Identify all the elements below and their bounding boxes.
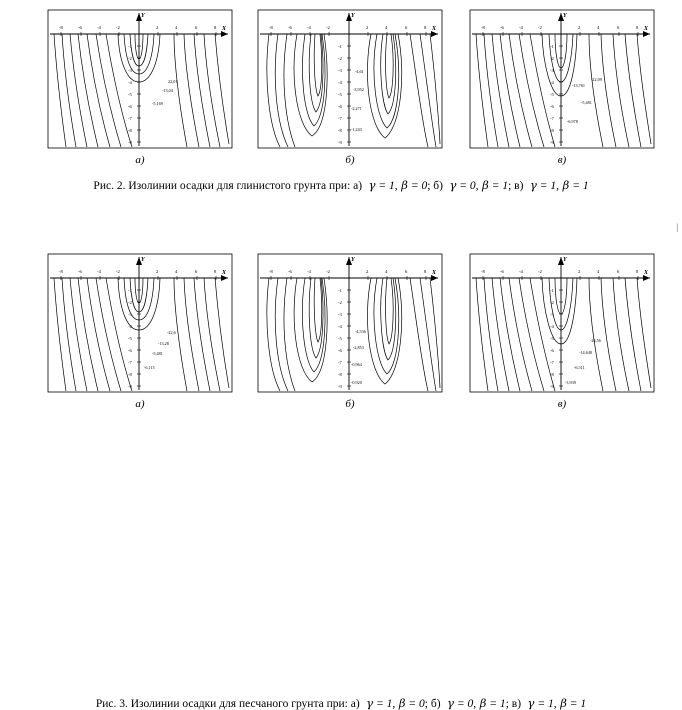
x-tick-label: 8 [424, 269, 427, 274]
contour-label: -5,481 [152, 351, 163, 356]
y-tick-label: -7 [550, 360, 554, 365]
figure-2-caption: Рис. 2. Изолинии осадки для глинистого грунта при: а) γ = 1, β = 0; б) γ = 0, β = 1; в) γ = 1, β = 1 [93, 178, 589, 192]
panel-label-c2: в) [557, 398, 567, 410]
x-tick-label: -6 [500, 25, 504, 30]
contour-label: -5,481 [581, 100, 592, 105]
contour-plot-a2 [40, 248, 240, 398]
contour-label: -4,536 [355, 329, 366, 334]
y-tick-label: -6 [338, 348, 342, 353]
contour-plot-b2 [250, 248, 450, 398]
x-tick-label: 8 [214, 25, 217, 30]
y-tick-label: -7 [338, 116, 342, 121]
y-tick-label: -6 [550, 348, 554, 353]
x-tick-label: -8 [59, 25, 63, 30]
x-tick-label: 2 [578, 25, 581, 30]
contour-label: -13,761 [572, 83, 585, 88]
contour-label: -0,964 [351, 362, 362, 367]
y-tick-label: -4 [128, 324, 132, 329]
x-tick-label: -8 [481, 269, 485, 274]
x-tick-label: -2 [326, 269, 330, 274]
y-tick-label: -6 [128, 104, 132, 109]
x-tick-label: 2 [156, 269, 159, 274]
y-tick-label: -2 [550, 300, 554, 305]
figure-3 [0, 244, 682, 710]
y-tick-label: -1 [128, 44, 132, 49]
figure-3-panels [0, 244, 682, 416]
panel-label-b: б) [345, 154, 355, 166]
x-tick-label: 6 [195, 25, 198, 30]
x-tick-label: -4 [519, 269, 523, 274]
y-tick-label: -4 [128, 80, 132, 85]
x-tick-label: 4 [175, 269, 178, 274]
contour-plot-c2 [462, 248, 662, 398]
y-tick-label: -9 [128, 384, 132, 389]
y-tick-label: -6 [128, 348, 132, 353]
x-tick-label: 2 [366, 25, 369, 30]
y-tick-label: -2 [128, 56, 132, 61]
x-tick-label: 8 [636, 25, 639, 30]
x-tick-label: 4 [175, 25, 178, 30]
panel-label-c: в) [557, 154, 567, 166]
contour-label: -22,6 [167, 330, 176, 335]
page-edge-mark: | [676, 222, 678, 232]
axis-x-title: X [432, 26, 437, 32]
figure-2-panel-b [250, 4, 450, 172]
y-tick-label: -8 [128, 128, 132, 133]
y-tick-label: -7 [338, 360, 342, 365]
y-tick-label: -4 [550, 80, 554, 85]
y-tick-label: -4 [338, 324, 342, 329]
axis-x-title: X [432, 270, 437, 276]
y-tick-label: -9 [338, 140, 342, 145]
x-tick-label: 6 [405, 269, 408, 274]
axis-y-title: Y [141, 257, 145, 263]
y-tick-label: -5 [128, 92, 132, 97]
contour-label: -6,115 [144, 365, 155, 370]
x-tick-label: 8 [214, 269, 217, 274]
contour-label: -1,243 [351, 127, 362, 132]
x-tick-label: 8 [424, 25, 427, 30]
contour-label: -5,169 [152, 101, 163, 106]
x-tick-label: -6 [78, 25, 82, 30]
x-tick-label: -2 [326, 25, 330, 30]
x-tick-label: -4 [307, 269, 311, 274]
y-tick-label: -5 [338, 336, 342, 341]
x-tick-label: 4 [597, 269, 600, 274]
y-tick-label: -1 [338, 44, 342, 49]
x-tick-label: 2 [366, 269, 369, 274]
panel-label-a2: а) [135, 398, 145, 410]
x-tick-label: -6 [500, 269, 504, 274]
caption-text: Рис. 2. Изолинии осадки для глинистого грунта при: а) [93, 180, 363, 192]
axis-y-title: Y [563, 13, 567, 19]
contour-label: -22,09 [591, 77, 602, 82]
y-tick-label: -2 [128, 300, 132, 305]
y-tick-label: -8 [128, 372, 132, 377]
panel-label-a: а) [135, 154, 145, 166]
contour-label: -13,04 [162, 88, 173, 93]
y-tick-label: -9 [550, 140, 554, 145]
y-tick-label: -8 [550, 372, 554, 377]
contour-label: -3,939 [565, 380, 576, 385]
x-tick-label: -8 [59, 269, 63, 274]
contour-label: -6,511 [574, 365, 585, 370]
x-tick-label: -6 [288, 25, 292, 30]
axis-x-title: X [222, 26, 227, 32]
axis-y-title: Y [351, 13, 355, 19]
contour-label: -6,978 [567, 119, 578, 124]
x-tick-label: -6 [288, 269, 292, 274]
contour-label: -4,61 [355, 69, 364, 74]
y-tick-label: -9 [128, 140, 132, 145]
y-tick-label: -1 [550, 44, 554, 49]
x-tick-label: -2 [116, 25, 120, 30]
x-tick-label: 6 [195, 269, 198, 274]
axis-x-title: X [644, 270, 649, 276]
y-tick-label: -3 [128, 312, 132, 317]
y-tick-label: -6 [338, 104, 342, 109]
figure-2-panels [0, 0, 682, 172]
contour-label: -0,920 [351, 380, 362, 385]
x-tick-label: 4 [597, 25, 600, 30]
caption-text: Рис. 3. Изолинии осадки для песчаного грунта при: а) [95, 698, 360, 710]
axis-y-title: Y [141, 13, 145, 19]
y-tick-label: -3 [550, 68, 554, 73]
y-tick-label: -3 [338, 68, 342, 73]
y-tick-label: -7 [128, 116, 132, 121]
figure-2 [0, 0, 682, 192]
y-tick-label: -8 [338, 372, 342, 377]
y-tick-label: -4 [338, 80, 342, 85]
y-tick-label: -1 [550, 288, 554, 293]
y-tick-label: -8 [338, 128, 342, 133]
y-tick-label: -9 [338, 384, 342, 389]
x-tick-label: -8 [269, 269, 273, 274]
y-tick-label: -7 [550, 116, 554, 121]
x-tick-label: -4 [97, 25, 101, 30]
y-tick-label: -3 [128, 68, 132, 73]
y-tick-label: -4 [550, 324, 554, 329]
contour-plot-c [462, 4, 662, 154]
y-tick-label: -5 [338, 92, 342, 97]
panel-label-b2: б) [345, 398, 355, 410]
contour-label: -13,28 [158, 341, 169, 346]
y-tick-label: -2 [338, 56, 342, 61]
contour-label: -24,56 [590, 338, 601, 343]
contour-label: 22,01 [168, 79, 178, 84]
x-tick-label: -4 [307, 25, 311, 30]
axis-y-title: Y [563, 257, 567, 263]
x-tick-label: 6 [617, 25, 620, 30]
y-tick-label: -8 [550, 128, 554, 133]
y-tick-label: -9 [550, 384, 554, 389]
x-tick-label: 2 [156, 25, 159, 30]
y-tick-label: -2 [550, 56, 554, 61]
y-tick-label: -6 [550, 104, 554, 109]
figure-2-panel-a [40, 4, 240, 172]
y-tick-label: -3 [550, 312, 554, 317]
contour-plot-a [40, 4, 240, 154]
x-tick-label: -4 [97, 269, 101, 274]
figure-3-caption: Рис. 3. Изолинии осадки для песчаного грунта при: а) γ = 1, β = 0; б) γ = 0, β = 1; в) γ = 1, β = 1 [95, 696, 587, 710]
y-tick-label: -5 [550, 336, 554, 341]
x-tick-label: 6 [405, 25, 408, 30]
x-tick-label: 2 [578, 269, 581, 274]
figure-3-panel-a [40, 248, 240, 416]
x-tick-label: 4 [385, 269, 388, 274]
figure-3-panel-c [462, 248, 662, 416]
contour-label: -14,648 [579, 350, 592, 355]
y-tick-label: -5 [550, 92, 554, 97]
y-tick-label: -1 [338, 288, 342, 293]
axis-x-title: X [644, 26, 649, 32]
x-tick-label: 6 [617, 269, 620, 274]
contour-label: -2,271 [351, 106, 362, 111]
figure-3-panel-b [250, 248, 450, 416]
y-tick-label: -7 [128, 360, 132, 365]
contour-plot-b [250, 4, 450, 154]
x-tick-label: -2 [538, 269, 542, 274]
y-tick-label: -3 [338, 312, 342, 317]
figure-2-panel-c [462, 4, 662, 172]
axis-x-title: X [222, 270, 227, 276]
y-tick-label: -5 [128, 336, 132, 341]
x-tick-label: 4 [385, 25, 388, 30]
x-tick-label: -4 [519, 25, 523, 30]
contour-label: -2,853 [353, 345, 364, 350]
x-tick-label: -8 [481, 25, 485, 30]
x-tick-label: 8 [636, 269, 639, 274]
contour-label: -3,952 [353, 87, 364, 92]
x-tick-label: -8 [269, 25, 273, 30]
x-tick-label: -6 [78, 269, 82, 274]
x-tick-label: -2 [538, 25, 542, 30]
x-tick-label: -2 [116, 269, 120, 274]
y-tick-label: -2 [338, 300, 342, 305]
axis-y-title: Y [351, 257, 355, 263]
y-tick-label: -1 [128, 288, 132, 293]
